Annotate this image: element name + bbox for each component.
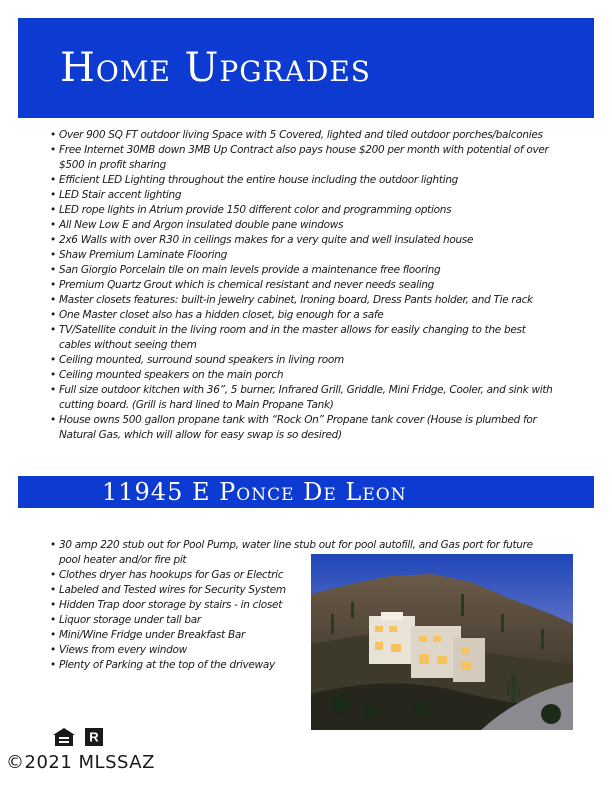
page-title: Home Upgrades (60, 45, 371, 91)
list-item: • 2x6 Walls with over R30 in ceilings makes for a very quite and well insulated house (50, 233, 555, 248)
list-item: • Ceiling mounted, surround sound speakers in living room (50, 353, 555, 368)
list-item: • Efficient LED Lighting throughout the entire house including the outdoor lighting (50, 173, 555, 188)
list-item: • Ceiling mounted speakers on the main porch (50, 368, 555, 383)
list-item: • All New Low E and Argon insulated double pane windows (50, 218, 555, 233)
list-item: • LED rope lights in Atrium provide 150 different color and programming options (50, 203, 555, 218)
copyright-text: ©2021 MLSSAZ (6, 752, 155, 773)
realtor-mark: R (89, 729, 99, 745)
realtor-logo-icon (84, 727, 104, 747)
list-item: • Hidden Trap door storage by stairs - in closet (50, 598, 550, 613)
list-item: • LED Stair accent lighting (50, 188, 555, 203)
list-item: • Full size outdoor kitchen with 36”, 5 burner, Infrared Grill, Griddle, Mini Fridge, Cooler, and sink with cutting board. (Grill is hard lined to Main Propane Tank) (50, 383, 555, 413)
address-banner (18, 476, 594, 508)
list-item: • Plenty of Parking at the top of the driveway (50, 658, 550, 673)
list-item: • Liquor storage under tall bar (50, 613, 550, 628)
list-item: • One Master closet also has a hidden closet, big enough for a safe (50, 308, 555, 323)
list-item: • San Giorgio Porcelain tile on main levels provide a maintenance free flooring (50, 263, 555, 278)
list-item: • Over 900 SQ FT outdoor living Space with 5 Covered, lighted and tiled outdoor porches/balconies (50, 128, 555, 143)
list-item: • Labeled and Tested wires for Security System (50, 583, 550, 598)
list-item: • Master closets features: built-in jewelry cabinet, Ironing board, Dress Pants holder, and Tie rack (50, 293, 555, 308)
list-item: • Clothes dryer has hookups for Gas or Electric (50, 568, 550, 583)
footer-logos (52, 727, 104, 747)
list-item: • TV/Satellite conduit in the living room and in the master allows for easily changing to the best cables without seeing them (50, 323, 555, 353)
header-banner (18, 18, 594, 118)
list-item: • Premium Quartz Grout which is chemical resistant and never needs sealing (50, 278, 555, 293)
list-item: • 30 amp 220 stub out for Pool Pump, water line stub out for pool autofill, and Gas port for future pool heater and/or fire pit (50, 538, 550, 568)
property-address: 11945 E Ponce De Leon (102, 478, 407, 506)
house-photo (311, 554, 573, 730)
list-item: • Views from every window (50, 643, 550, 658)
features-list-top (50, 128, 555, 443)
equal-housing-icon (52, 727, 76, 747)
list-item: • Mini/Wine Fridge under Breakfast Bar (50, 628, 550, 643)
list-item: • Shaw Premium Laminate Flooring (50, 248, 555, 263)
list-item: • Free Internet 30MB down 3MB Up Contract also pays house $200 per month with potential of over $500 in profit sharing (50, 143, 555, 173)
list-item: • House owns 500 gallon propane tank with “Rock On” Propane tank cover (House is plumbed for Natural Gas, which will allow for easy swap is so desired) (50, 413, 555, 443)
